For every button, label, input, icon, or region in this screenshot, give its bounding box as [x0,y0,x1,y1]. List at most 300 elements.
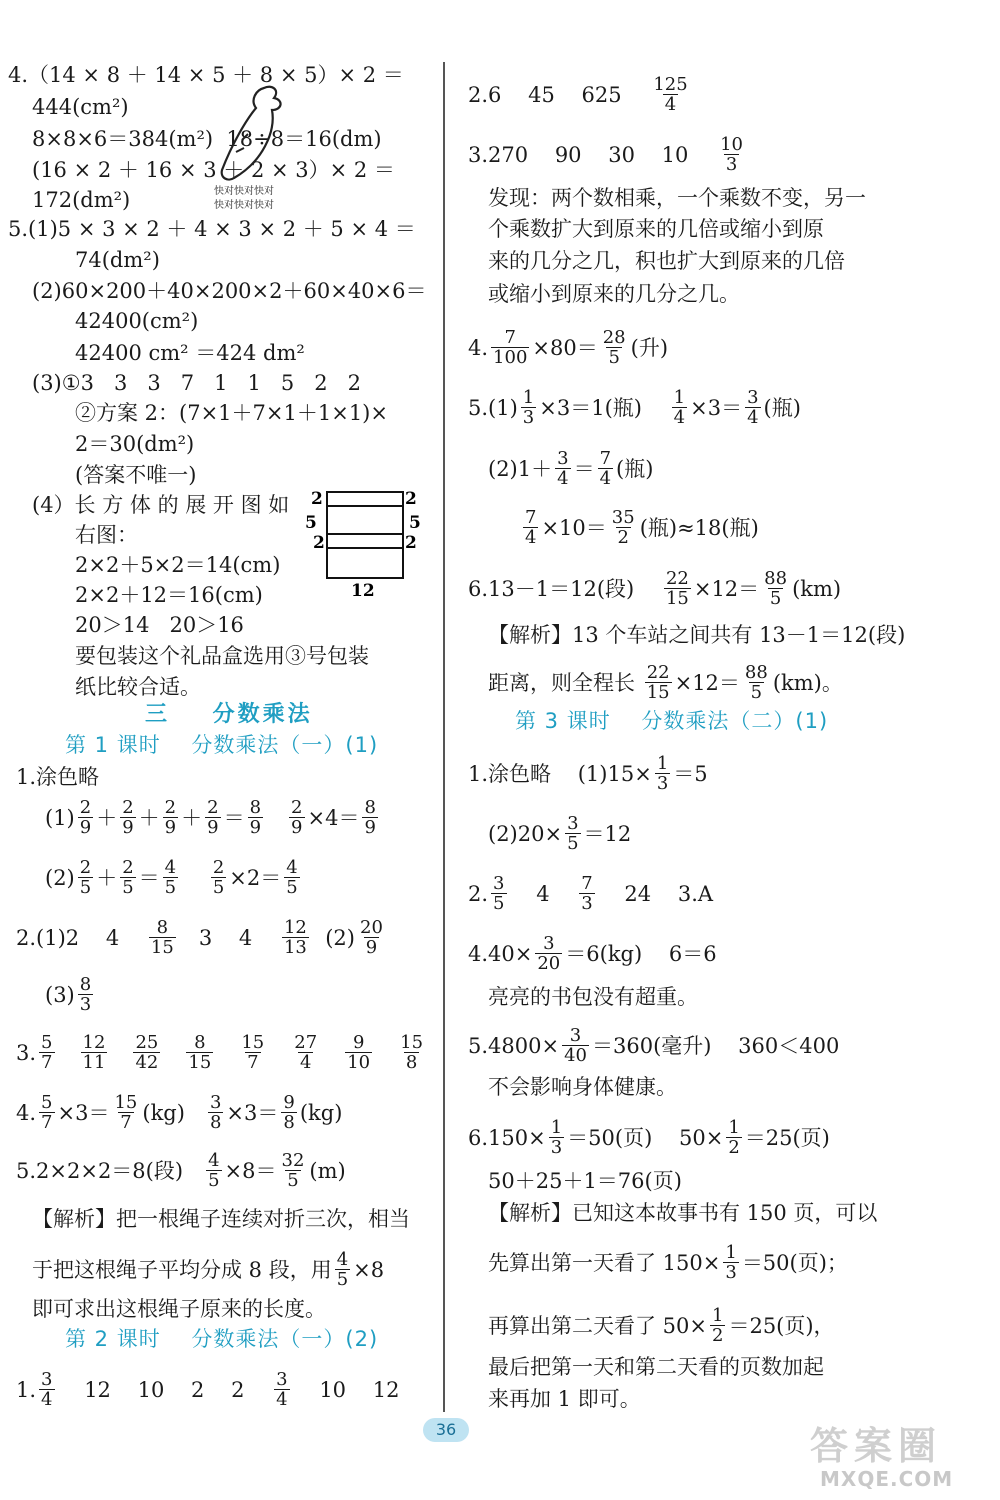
text-segment: 2×2＋12＝16(cm) [75,583,263,607]
fraction [743,663,770,702]
fraction-numerator: 22 [646,662,670,683]
fraction-numerator: 2 [122,857,134,878]
watermark-bottom: MXQE.COM [820,1467,954,1491]
text-segment: (答案不唯一) [75,463,197,487]
fraction [163,858,178,897]
cuboid-net-diagram [305,488,425,598]
fraction-denominator: 2 [728,1137,740,1158]
answer-line [488,1243,848,1282]
fraction-numerator: 9 [283,1092,295,1113]
fraction-denominator: 8 [209,1112,222,1133]
text-segment: (3)①3 3 3 7 1 1 5 2 2 [32,371,362,395]
answer-line [8,60,404,90]
fraction-numerator: 12 [82,1032,106,1053]
net-label-low-right: 2 [405,533,417,553]
fraction [292,1033,319,1072]
fraction-denominator: 10 [347,1052,371,1073]
text-segment: 1. [16,1377,37,1402]
answer-line [488,183,866,213]
text-segment [375,1038,395,1068]
text-segment [216,1038,236,1068]
text-segment: 20＞14 20＞16 [75,613,244,637]
fraction-numerator: 1 [522,387,535,408]
fraction [491,874,506,913]
fraction [491,328,529,367]
fraction [280,1151,307,1190]
fraction-denominator: 4 [557,468,569,489]
fraction-denominator: 11 [82,1052,106,1073]
answer-line [16,1370,399,1409]
fraction-denominator: 7 [120,1112,132,1133]
fraction-numerator: 4 [286,857,298,878]
answer-line [65,730,378,760]
fraction [745,388,760,427]
fraction-denominator: 3 [725,1262,737,1283]
fraction-denominator: 3 [522,407,535,428]
fraction-numerator: 4 [336,1249,349,1270]
text-segment: 4.40× [468,941,533,966]
text-segment: ×8 [353,1257,385,1282]
text-segment: ＝6(kg) 6＝6 [565,941,717,966]
answer-line [75,245,160,275]
text-segment [266,803,286,833]
fraction [710,1306,725,1345]
fraction [78,975,93,1014]
text-segment: (kg) [142,1100,205,1125]
column-divider [443,62,445,1412]
text-segment: (kg) [299,1100,343,1125]
fraction [284,858,299,897]
answer-line [488,214,824,244]
text-segment: ②方案 2：(7×1＋7×1＋1×1)× [75,401,388,425]
fraction-denominator: 5 [493,893,505,914]
text-segment: ＝12 [583,821,632,846]
fraction-numerator: 9 [352,1032,365,1053]
fraction [281,1093,296,1132]
fraction [398,1033,425,1072]
fraction-numerator: 20 [360,917,383,938]
fraction-denominator: 3 [550,1137,563,1158]
text-segment: ×2＝ [229,865,282,890]
fraction-denominator: 5 [769,588,782,609]
text-segment: 发现：两个数相乘，一个乘数不变，另一 [488,186,866,210]
fraction-numerator: 2 [291,797,303,818]
fraction-denominator: 4 [525,527,537,548]
text-segment: 2×2＋5×2＝14(cm) [75,553,281,577]
text-segment: 距离，则全程长 [488,670,642,695]
fraction-numerator: 1 [725,1242,737,1263]
fraction [335,1250,350,1289]
text-segment: ＝50(页) 50× [567,1125,724,1150]
text-segment: 1.涂色略 (1)15× [468,761,652,786]
fraction-numerator: 12 [283,917,307,938]
fraction-denominator: 5 [122,877,134,898]
text-segment: 4. [16,1100,37,1125]
answer-line [8,214,416,244]
answer-line [65,1324,378,1354]
text-segment: 右图： [75,523,138,547]
fraction [655,754,670,793]
fraction [535,934,562,973]
fraction [549,1118,564,1157]
fraction-numerator: 35 [611,507,635,528]
answer-line [468,75,693,114]
fraction-numerator: 7 [581,873,593,894]
text-segment: 三 分数乘法 [145,702,313,727]
fraction [289,798,304,837]
answer-line [488,1166,682,1196]
fraction-numerator: 8 [194,1032,206,1053]
fraction-denominator: 3 [725,154,738,175]
fraction [211,858,226,897]
text-segment [269,1038,289,1068]
fraction [726,1118,741,1157]
text-segment: 5.(1)5 × 3 × 2 ＋ 4 × 3 × 2 ＋ 5 × 4 ＝ [8,217,416,241]
fraction-numerator: 7 [599,448,612,469]
text-segment: ＋ [138,805,160,830]
answer-line [488,1352,824,1382]
fraction-numerator: 88 [764,568,788,589]
text-segment: (km) [792,576,842,601]
fraction-denominator: 9 [207,817,219,838]
text-segment: 4. [468,335,489,360]
text-segment: 4 [509,881,577,906]
text-segment: 不会影响身体健康。 [488,1075,677,1099]
fraction-numerator: 1 [712,1305,724,1326]
answer-line [75,398,388,428]
fraction [120,858,135,897]
fraction-denominator: 4 [747,407,759,428]
text-segment: ×3＝ [690,395,743,420]
text-segment: (16 × 2 ＋ 16 × 3 ＋ 2 × 3）× 2 ＝ [32,158,395,182]
fraction-denominator: 9 [291,817,303,838]
fraction-numerator: 3 [493,873,505,894]
text-segment: ×8＝ [224,1158,277,1183]
answer-line [16,762,99,792]
text-segment: 1.涂色略 [16,765,100,789]
fraction [78,858,93,897]
fraction-numerator: 88 [744,662,768,683]
fraction-denominator: 2 [712,1325,724,1346]
fraction-denominator: 3 [79,994,92,1015]
fraction-numerator: 3 [41,1369,53,1390]
fraction-denominator: 5 [608,347,620,368]
fraction [39,1093,54,1132]
answer-line [75,580,263,610]
doodle-sticker [212,82,292,192]
answer-line [32,1204,410,1234]
sticker-label-1: 快对快对快对 [214,186,274,197]
fraction-denominator: 42 [135,1052,159,1073]
text-segment: ＝5 [673,761,708,786]
text-segment: ＝25(页)， [728,1313,835,1338]
answer-line [488,1306,835,1345]
text-segment: 50＋25＋1＝76(页) [488,1169,682,1193]
text-segment: 2. [468,881,489,906]
text-segment: 74(dm²) [75,248,160,272]
fraction [149,918,176,957]
answer-line [468,1026,839,1065]
fraction-denominator: 8 [405,1052,418,1073]
fraction-numerator: 2 [164,797,177,818]
text-segment: (瓶) [763,395,801,420]
fraction-denominator: 5 [79,877,92,898]
fraction-denominator: 5 [286,877,298,898]
watermark-top: 答案圈 [810,1424,943,1468]
answer-line [488,279,740,309]
answer-line [515,706,828,736]
answer-line [16,1093,342,1132]
fraction [645,663,672,702]
fraction [523,508,538,547]
fraction-numerator: 4 [208,1150,220,1171]
answer-line [488,246,845,276]
fraction-denominator: 2 [617,527,629,548]
answer-line [32,276,427,306]
text-segment: 个乘数扩大到原来的几倍或缩小到原 [488,217,824,241]
fraction-numerator: 32 [281,1150,305,1171]
answer-line [75,429,194,459]
text-segment: ×12＝ [674,670,740,695]
text-segment: (3) [45,982,75,1007]
fraction-denominator: 5 [212,877,225,898]
answer-line [488,982,698,1012]
fraction [521,388,536,427]
text-segment: ＝50(页)； [741,1250,848,1275]
fraction-numerator: 7 [525,507,537,528]
fraction [664,569,691,608]
text-segment: 【解析】13 个车站之间共有 13－1＝12(段) [488,623,906,647]
net-label-low-left: 2 [313,533,325,553]
fraction-denominator: 15 [646,682,670,703]
carrot-doodle-icon [212,82,292,192]
text-segment: (4）长 方 体 的 展 开 图 如 [32,493,290,517]
text-segment [58,1038,78,1068]
answer-line [32,1250,384,1289]
fraction-denominator: 3 [656,773,669,794]
answer-line [16,1033,428,1072]
fraction [39,1033,54,1072]
text-segment: 先算出第一天看了 150× [488,1250,721,1275]
fraction-numerator: 3 [569,1025,582,1046]
fraction [762,569,789,608]
fraction-numerator: 2 [79,857,92,878]
fraction [274,1370,289,1409]
text-segment: (瓶) [616,456,654,481]
text-segment: ＝ [573,456,595,481]
fraction-numerator: 22 [665,568,689,589]
fraction-numerator: 3 [567,813,579,834]
net-label-mid-left: 5 [305,513,317,533]
fraction-denominator: 5 [567,833,579,854]
answer-line [488,1384,641,1414]
text-segment: 5.(1) [468,395,518,420]
fraction-denominator: 4 [41,1389,53,1410]
text-segment: ×10＝ [541,515,607,540]
text-segment: 来再加 1 即可。 [488,1387,641,1411]
text-segment: 42400 cm² ＝424 dm² [75,341,305,365]
text-segment: 4.（14 × 8 ＋ 14 × 5 ＋ 8 × 5）× 2 ＝ [8,63,404,87]
answer-line [468,754,708,793]
fraction [239,1033,266,1072]
text-segment: ＋ [96,865,118,890]
text-segment: ×3＝ [226,1100,279,1125]
text-segment: 再算出第二天看了 50× [488,1313,707,1338]
fraction-denominator: 5 [287,1170,299,1191]
answer-line [468,569,841,608]
fraction-numerator: 2 [79,797,92,818]
answer-line [32,490,289,520]
text-segment: 444(cm²) [32,95,129,119]
text-segment: 最后把第一天和第二天看的页数加起 [488,1355,824,1379]
sticker-label-2: 快对快对快对 [214,200,274,211]
fraction [610,508,637,547]
answer-line [488,1198,877,1228]
fraction-denominator: 3 [581,893,593,914]
answer-line [468,934,717,973]
fraction-numerator: 1 [728,1117,740,1138]
text-segment: (km)。 [772,670,843,695]
answer-line [45,858,303,897]
fraction-numerator: 2 [122,797,134,818]
answer-line [488,663,843,702]
fraction-numerator: 1 [656,753,669,774]
answer-line [45,975,96,1014]
answer-line [468,135,748,174]
text-segment: (2)1＋ [488,456,553,481]
text-segment: 【解析】把一根绳子连续对折三次，相当 [32,1207,410,1231]
text-segment: 172(dm²) [32,188,131,212]
text-segment: 42400(cm²) [75,309,199,333]
text-segment: ＝360(毫升) 360＜400 [591,1033,840,1058]
fraction [133,1033,160,1072]
fraction-numerator: 28 [602,327,626,348]
answer-line [75,520,138,550]
fraction-numerator: 4 [164,857,177,878]
fraction-numerator: 15 [114,1092,138,1113]
answer-line [468,328,668,367]
fraction-denominator: 40 [564,1045,587,1066]
text-segment [110,1038,130,1068]
text-segment: 【解析】已知这本故事书有 150 页，可以 [488,1201,878,1225]
fraction [248,798,263,837]
fraction-denominator: 4 [673,407,686,428]
text-segment: 3.270 90 30 10 [468,142,716,167]
fraction-denominator: 100 [493,347,528,368]
text-segment: 或缩小到原来的几分之几。 [488,282,740,306]
fraction-numerator: 1 [550,1117,563,1138]
fraction [206,1151,221,1190]
text-segment [322,1038,342,1068]
text-segment [181,863,208,893]
fraction [120,798,135,837]
answer-line [488,620,905,650]
fraction-denominator: 20 [537,953,561,974]
text-segment: 纸比较合适。 [75,675,201,699]
text-segment: 来的几分之几，积也扩大到原来的几倍 [488,249,845,273]
fraction-numerator: 1 [673,387,686,408]
net-label-bottom: 12 [351,581,375,598]
text-segment: (m) [309,1158,346,1183]
fraction-denominator: 5 [164,877,177,898]
text-segment: ×3＝1(瓶) [539,395,669,420]
fraction-denominator: 9 [365,937,378,958]
text-segment: 12 10 2 2 [57,1377,272,1402]
answer-line [468,388,801,427]
fraction [598,449,613,488]
fraction [718,135,745,174]
fraction [362,798,377,837]
answer-line [75,672,201,702]
text-segment: ×3＝ [57,1100,110,1125]
fraction [345,1033,372,1072]
net-label-top-right: 2 [405,489,417,509]
text-segment: 8×8×6＝384(m²) 18÷8＝16(dm) [32,127,382,151]
text-segment: 即可求出这根绳子原来的长度。 [32,1297,326,1321]
text-segment: 第 3 课时 分数乘法（二）(1) [515,709,829,733]
fraction-denominator: 9 [249,817,262,838]
answer-line [32,368,361,398]
fraction-denominator: 13 [283,937,307,958]
fraction-numerator: 10 [720,134,743,155]
fraction [39,1370,54,1409]
answer-line [16,1151,346,1190]
fraction-numerator: 3 [209,1092,222,1113]
fraction [723,1243,738,1282]
answer-line [75,610,244,640]
net-label-mid-right: 5 [409,513,421,533]
answer-line [488,1072,677,1102]
text-segment: (2) [311,925,355,950]
answer-line [468,874,713,913]
text-segment: ＋ [96,805,118,830]
text-segment: 24 3.A [597,881,714,906]
fraction-denominator: 9 [122,817,134,838]
fraction-denominator: 5 [208,1170,220,1191]
text-segment [163,1038,183,1068]
fraction-numerator: 8 [249,797,262,818]
answer-line [75,306,198,336]
fraction-denominator: 4 [276,1389,288,1410]
fraction-numerator: 3 [747,387,759,408]
text-segment: 第 2 课时 分数乘法（一）(2) [65,1327,379,1351]
fraction-numerator: 3 [276,1369,288,1390]
fraction [562,1026,589,1065]
fraction-denominator: 9 [364,817,376,838]
text-segment: 6.13－1＝12(段) [468,576,661,601]
fraction-denominator: 9 [79,817,92,838]
text-segment: 6.150× [468,1125,546,1150]
text-segment: ×80＝ [532,335,598,360]
answer-line [32,92,129,122]
text-segment: ＝25(页) [744,1125,830,1150]
page-number: 36 [423,1418,469,1442]
text-segment: ＝ [223,805,245,830]
fraction-numerator: 5 [41,1092,53,1113]
answer-line [520,508,759,547]
text-segment: (2)20× [488,821,563,846]
fraction [78,798,93,837]
text-segment: 3. [16,1040,37,1065]
text-segment: 5.2×2×2＝8(段) [16,1158,204,1183]
fraction [208,1093,223,1132]
answer-line [75,338,305,368]
text-segment: 2.6 45 625 [468,82,649,107]
answer-line [488,449,653,488]
text-segment: 3 4 [178,925,279,950]
fraction [205,798,220,837]
fraction-denominator: 9 [164,817,177,838]
